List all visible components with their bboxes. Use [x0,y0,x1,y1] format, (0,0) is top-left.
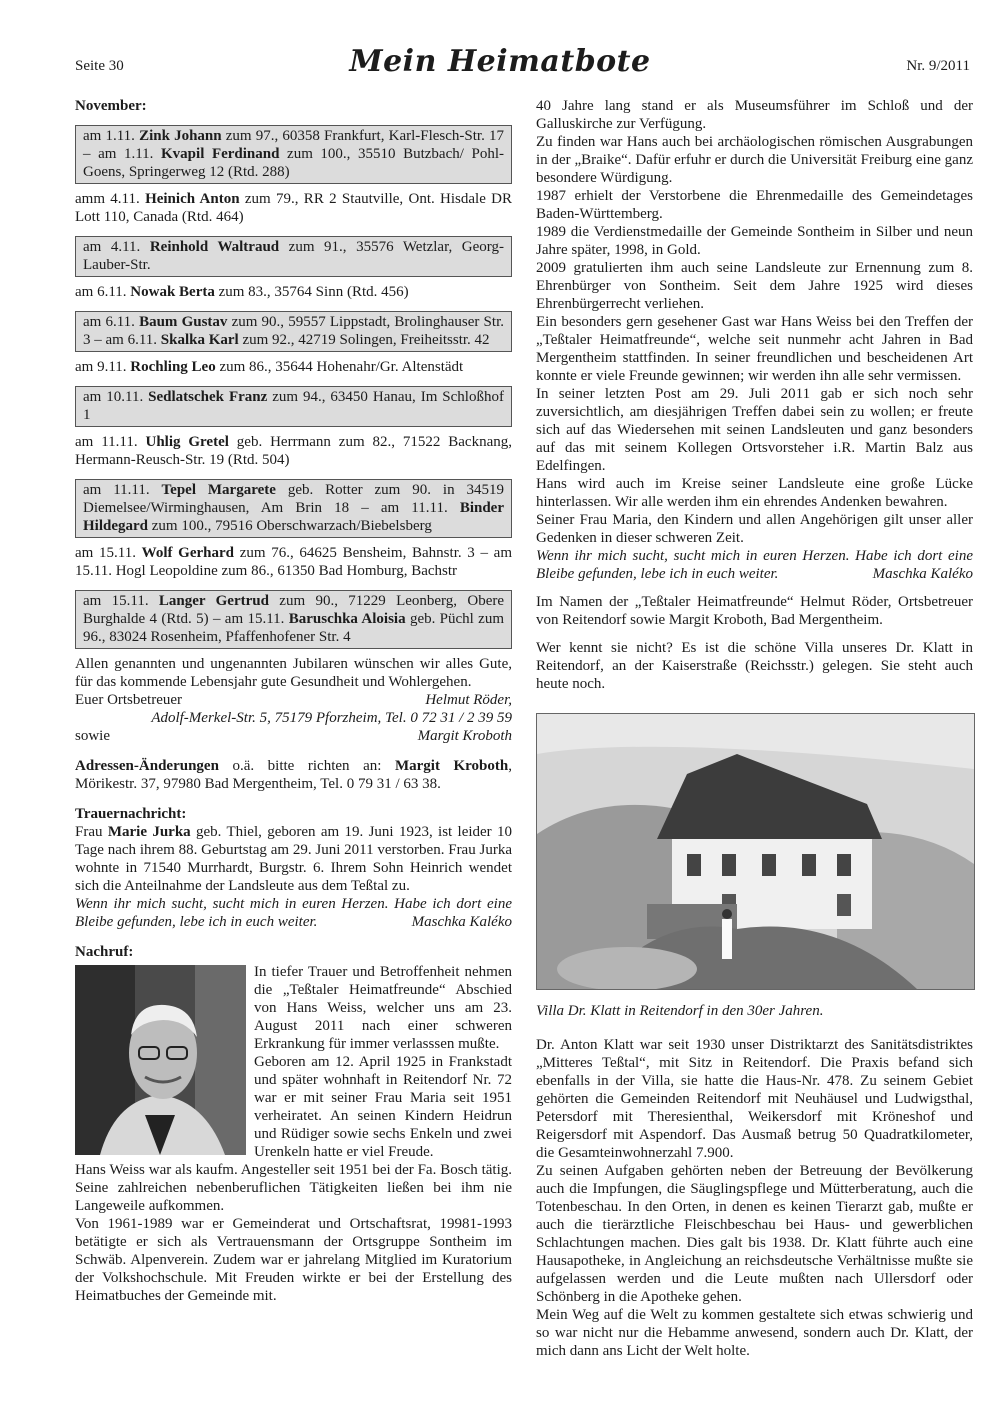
nachruf-p1: In tiefer Trauer und Betroffenheit nehmen die „Teßtaler Heimatfreunde“ Abschied von Hans Weiss, welcher uns am 23. August 2011 nach einer schweren Erkrankung für immer verlasssen mußte. [254,964,512,1052]
trauer-quote-author: Maschka Kaléko [411,914,512,930]
villa-intro: Wer kennt sie nicht? Es ist die schöne Villa unseres Dr. Klatt in Reitendorf, an der Kaiserstraße (Reichsstr.) gelegen. Sie steht auch heute noch. [536,640,973,692]
ortsbetreuer-line [75,691,512,709]
sowie-line [75,727,512,745]
birthday-entry-boxed: am 11.11. Tepel Margarete geb. Rotter zum 90. in 34519 Diemelsee/Wirminghausen, Am Brin 18 – am 11.11. Binder Hildegard zum 100., 79516 Oberschwarzach/Biebelsberg [75,479,512,538]
birthday-entry-boxed: am 10.11. Sedlatschek Franz zum 94., 63450 Hanau, Im Schloßhof 1 [75,386,512,427]
sowie-label: sowie [75,728,110,744]
birthday-entry: am 11.11. Uhlig Gretel geb. Herrmann zum 82., 71522 Backnang, Hermann-Reusch-Str. 19 (Rtd. 504) [75,434,512,468]
birthday-entry-boxed: am 4.11. Reinhold Waltraud zum 91., 35576 Wetzlar, Georg-Lauber-Str. [75,236,512,277]
obit-p3: 1987 erhielt der Verstorbene die Ehrenmedaille des Gemeindetages Baden-Württemberg. [536,188,973,222]
ortsbetreuer-name: Helmut Röder, [425,692,512,708]
birthday-entry-boxed: am 1.11. Zink Johann zum 97., 60358 Frankfurt, Karl-Flesch-Str. 17 – am 1.11. Kvapil Ferdinand zum 100., 35510 Butzbach/ Pohl-Goens, Springerweg 12 (Rtd. 288) [75,125,512,184]
right-column [536,97,973,1360]
ortsbetreuer-address: Adolf-Merkel-Str. 5, 75179 Pforzheim, Tel. 0 72 31 / 2 39 59 [151,710,512,726]
ortsbetreuer-label: Euer Ortsbetreuer [75,692,183,708]
sowie-name: Margit Kroboth [417,728,512,744]
birthday-entry: amm 4.11. Heinich Anton zum 79., RR 2 Stautville, Ont. Hisdale DR Lott 110, Canada (Rtd. 464) [75,191,513,225]
obit-quote: Wenn ihr mich sucht, sucht mich in euren Herzen. Habe ich dort eine Bleibe gefunden, lebe ich in euch weiter. Maschka Kaléko [536,548,973,582]
birthday-entry: am 6.11. Nowak Berta zum 83., 35764 Sinn (Rtd. 456) [75,284,409,300]
nachruf-p4: Von 1961-1989 war er Gemeinderat und Ortschaftsrat, 19981-1993 betätigte er sich als Vertrauensmann der Ortsgruppe Sontheim im Schwäb. Alpenverein. Zudem war er jahrelang Mitglied im Kuratorium der Volkshochschule. Mit Freuden wirkte er bei der Erstellung des Heimatbuches der Gemeinde mit. [75,1216,512,1304]
obit-quote-author: Maschka Kaléko [872,566,973,582]
obit-p2: Zu finden war Hans auch bei archäologischen römischen Ausgrabungen in der „Braike“. Dafür erfuhr er durch die Universität Freiburg eine ganz besondere Würdigung. [536,134,973,186]
birthday-entry-boxed: am 6.11. Baum Gustav zum 90., 59557 Lippstadt, Brolinghauser Str. 3 – am 6.11. Skalka Karl zum 92., 42719 Solingen, Freiheitsstr. 42 [75,311,512,352]
obit-signoff: Im Namen der „Teßtaler Heimatfreunde“ Helmut Röder, Ortsbetreuer von Reitendorf sowie Margit Kroboth, Bad Mergentheim. [536,594,973,628]
klatt-p1: Dr. Anton Klatt war seit 1930 unser Distriktarzt des Sanitätsdistriktes „Mitteres Teßtal“, mit Sitz in Reitendorf. Die Praxis befand sich ebenfalls in der Villa, sie hatte die Haus-Nr. 478. Zu seinem Gebiet gehörten die Gemeinden Reitendorf mit Neuhäusel und Ludwigsthal, Petersdorf mit Theresienthal, Weikersdorf mit Kröneshof und Reigersdorf mit Aspendorf. Das Ausmaß betrug 50 Quadratkilometer, die Gesamteinwohnerzahl 7.900. [536,1037,973,1161]
obit-p7: In seiner letzten Post am 29. Juli 2011 gab er sich noch sehr zuversichtlich, am diesjährigen Treffen dabei sein zu wollen; er freute sich auf das Wiedersehen mit seinen Landsleuten und ganz besonders auf das mit seinem Kollegen Ortsvorsteher i.R. Martin Balz aus Edelfingen. [536,386,973,474]
birthday-entry: am 15.11. Wolf Gerhard zum 76., 64625 Bensheim, Bahnstr. 3 – am 15.11. Hogl Leopoldine zum 86., 61350 Bad Homburg, Bachstr [75,545,512,579]
jubilee-wishes: Allen genannten und ungenannten Jubilaren wünschen wir alles Gute, für das kommende Lebensjahr gute Gesundheit und Wohlergehen. [75,656,512,690]
nachruf-body [75,963,512,1305]
page-number: Seite 30 [75,58,124,74]
klatt-p2: Zu seinen Aufgaben gehörten neben der Betreuung der Bevölkerung auch die Impfungen, die Säuglingspflege und Mütterberatung, auch die Totenbeschau. In den Orten, in denen es keinen Tierarzt gab, mußte er auch die tierärztliche Fleischbeschau bei Haus- und gewerblichen Schlachtungen machen. Dies galt bis 1938. Dr. Klatt führte auch eine Hausapotheke, in Angleichung an reichsdeutsche Verhältnisse mußte sie aufgelassen werden und die Leute mußten nach Ullersdorf oder Schönberg in die Apotheke gehen. [536,1163,973,1305]
obit-p4: 1989 die Verdienstmedaille der Gemeinde Sontheim in Silber und neun Jahre später, 1998, in Gold. [536,224,973,258]
villa-caption: Villa Dr. Klatt in Reitendorf in den 30er Jahren. [536,1003,824,1019]
masthead-logo: Mein Heimatbote [349,44,651,79]
klatt-p3: Mein Weg auf die Welt zu kommen gestaltete sich etwas schwierig und so war nicht nur die Hebamme anwesend, sondern auch Dr. Klatt, der mich dann ans Licht der Welt holte. [536,1307,973,1359]
birthday-entry-boxed: am 15.11. Langer Gertrud zum 90., 71229 Leonberg, Obere Burghalde 4 (Rtd. 5) – am 15.11. Baruschka Aloisia geb. Püchl zum 96., 83024 Rosenheim, Pfaffenhofener Str. 4 [75,590,512,649]
obit-p6: Ein besonders gern gesehener Gast war Hans Weiss bei den Treffen der „Teßtaler Heimatfreunde“, welche seit nunmehr acht Jahren in Bad Mergentheim stattfinden. In seiner freundlichen und bescheidenen Art konnte er viele Freunde gewinnen; wir werden ihn alle sehr vermissen. [536,314,973,384]
birthday-entry: am 9.11. Rochling Leo zum 86., 35644 Hohenahr/Gr. Altenstädt [75,359,464,375]
villa-photo [536,713,975,990]
trauer-heading: Trauernachricht: [75,806,187,822]
nachruf-p2: Geboren am 12. April 1925 in Frankstadt und später wohnhaft in Reitendorf Nr. 72 war er mit seiner Frau Maria seit 1951 verheiratet. An seinen Kindern Heidrun und Rüdiger sowie sechs Enkeln und zwei Urenkeln hatte er viel Freude. [254,1054,512,1160]
nachruf-heading: Nachruf: [75,944,134,960]
birthday-list [75,125,512,649]
obit-p5: 2009 gratulierten ihm auch seine Landsleute zur Ernennung zum 8. Ehrenbürger von Sontheim. Seit dem Jahre 1925 wird dieses Ehrenbürgerrecht verliehen. [536,260,973,312]
issue-number: Nr. 9/2011 [906,58,970,74]
trauer-text: Frau Marie Jurka geb. Thiel, geboren am 19. Juni 1923, ist leider 10 Tage nach ihrem 88. Geburtstag am 29. Juni 2011 verstorben. Frau Jurka wohnte in 71540 Murrhardt, Burgstr. 6. Ihrem Sohn Heinrich wendet sich die Anteilnahme der Landsleute aus dem Teßtal zu. [75,824,513,894]
obit-p8: Hans wird auch im Kreise seiner Landsleute eine große Lücke hinterlassen. Wir alle werden ihm ein ehrendes Andenken bewahren. [536,476,973,510]
obit-p1: 40 Jahre lang stand er als Museumsführer im Schloß und der Galluskirche zur Verfügung. [536,98,973,132]
address-change-notice: Adressen-Änderungen o.ä. bitte richten an: Margit Kroboth, Mörikestr. 37, 97980 Bad Mergentheim, Tel. 0 79 31 / 63 38. [75,758,512,792]
nachruf-p3: Hans Weiss war als kaufm. Angesteller seit 1951 bei der Fa. Bosch tätig. Seine zahlreichen nebenberuflichen Tätigkeiten ließen bei ihm nie Langeweile aufkommen. [75,1162,512,1214]
trauer-quote: Wenn ihr mich sucht, sucht mich in euren Herzen. Habe ich dort eine Bleibe gefunden, lebe ich in euch weiter. Maschka Kaléko [75,896,512,930]
left-column [75,97,512,1305]
portrait-photo [75,965,246,1155]
november-heading: November: [75,98,147,114]
obit-p9: Seiner Frau Maria, den Kindern und allen Angehörigen gilt unser aller Gedenken in dieser schweren Zeit. [536,512,973,546]
